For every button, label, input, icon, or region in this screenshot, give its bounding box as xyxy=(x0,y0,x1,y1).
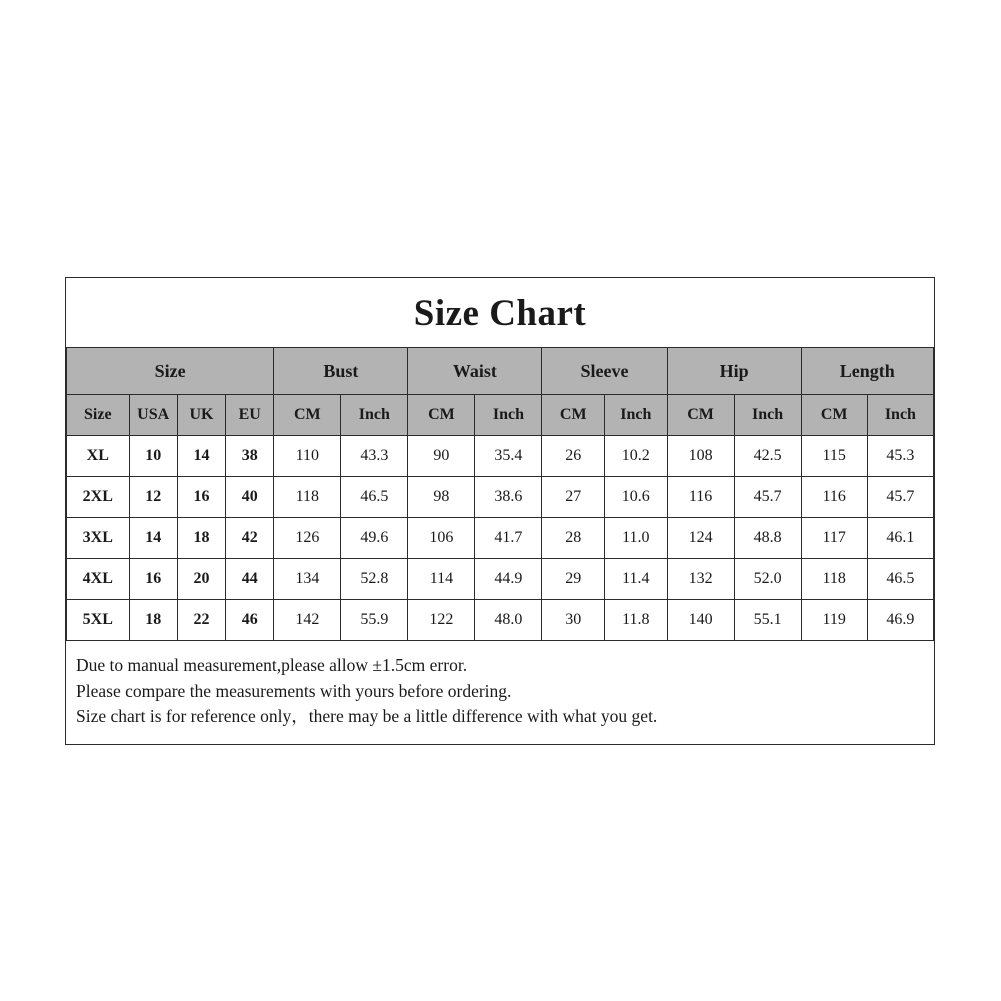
cell-sleeve-inch: 10.2 xyxy=(605,436,668,477)
cell-length-cm: 119 xyxy=(801,600,867,641)
cell-bust-cm: 126 xyxy=(274,518,341,559)
cell-hip-cm: 108 xyxy=(667,436,734,477)
cell-uk: 20 xyxy=(177,559,225,600)
cell-bust-cm: 110 xyxy=(274,436,341,477)
cell-eu: 46 xyxy=(226,600,274,641)
cell-eu: 40 xyxy=(226,477,274,518)
cell-waist-inch: 38.6 xyxy=(475,477,542,518)
table-row xyxy=(67,600,934,641)
cell-hip-cm: 132 xyxy=(667,559,734,600)
cell-waist-cm: 90 xyxy=(408,436,475,477)
cell-hip-inch: 45.7 xyxy=(734,477,801,518)
cell-length-inch: 46.9 xyxy=(867,600,933,641)
cell-uk: 14 xyxy=(177,436,225,477)
cell-usa: 14 xyxy=(129,518,177,559)
cell-sleeve-inch: 10.6 xyxy=(605,477,668,518)
cell-size: 3XL xyxy=(67,518,130,559)
cell-uk: 16 xyxy=(177,477,225,518)
cell-sleeve-inch: 11.0 xyxy=(605,518,668,559)
cell-uk: 22 xyxy=(177,600,225,641)
notes-section xyxy=(66,641,934,744)
cell-waist-inch: 41.7 xyxy=(475,518,542,559)
cell-length-inch: 46.1 xyxy=(867,518,933,559)
column-header-uk: UK xyxy=(177,395,225,436)
column-header-hip-cm: CM xyxy=(667,395,734,436)
cell-sleeve-inch: 11.4 xyxy=(605,559,668,600)
group-header-row xyxy=(67,348,934,395)
cell-usa: 12 xyxy=(129,477,177,518)
table-row xyxy=(67,518,934,559)
column-header-usa: USA xyxy=(129,395,177,436)
cell-waist-cm: 106 xyxy=(408,518,475,559)
column-header-waist-inch: Inch xyxy=(475,395,542,436)
column-header-row xyxy=(67,395,934,436)
cell-waist-cm: 98 xyxy=(408,477,475,518)
column-header-bust-cm: CM xyxy=(274,395,341,436)
size-chart-container xyxy=(65,277,935,745)
cell-hip-inch: 55.1 xyxy=(734,600,801,641)
cell-waist-inch: 48.0 xyxy=(475,600,542,641)
cell-sleeve-cm: 26 xyxy=(542,436,605,477)
cell-usa: 18 xyxy=(129,600,177,641)
column-header-hip-inch: Inch xyxy=(734,395,801,436)
size-chart-table xyxy=(66,347,934,641)
cell-hip-cm: 116 xyxy=(667,477,734,518)
column-header-sleeve-cm: CM xyxy=(542,395,605,436)
cell-bust-inch: 55.9 xyxy=(341,600,408,641)
column-header-eu: EU xyxy=(226,395,274,436)
group-header-waist: Waist xyxy=(408,348,542,395)
note-line-1: Due to manual measurement,please allow ±1.5cm error. xyxy=(76,655,468,675)
column-header-size: Size xyxy=(67,395,130,436)
note-line-3: Size chart is for reference only，there may be a little difference with what you get. xyxy=(76,706,658,727)
column-header-bust-inch: Inch xyxy=(341,395,408,436)
cell-waist-inch: 35.4 xyxy=(475,436,542,477)
cell-bust-cm: 118 xyxy=(274,477,341,518)
group-header-sleeve: Sleeve xyxy=(542,348,667,395)
cell-uk: 18 xyxy=(177,518,225,559)
cell-hip-inch: 42.5 xyxy=(734,436,801,477)
cell-bust-cm: 134 xyxy=(274,559,341,600)
cell-hip-cm: 124 xyxy=(667,518,734,559)
cell-sleeve-cm: 27 xyxy=(542,477,605,518)
column-header-waist-cm: CM xyxy=(408,395,475,436)
cell-size: 2XL xyxy=(67,477,130,518)
cell-hip-inch: 48.8 xyxy=(734,518,801,559)
cell-sleeve-inch: 11.8 xyxy=(605,600,668,641)
cell-length-inch: 45.3 xyxy=(867,436,933,477)
cell-bust-cm: 142 xyxy=(274,600,341,641)
cell-length-cm: 116 xyxy=(801,477,867,518)
cell-sleeve-cm: 30 xyxy=(542,600,605,641)
column-header-sleeve-inch: Inch xyxy=(605,395,668,436)
cell-waist-inch: 44.9 xyxy=(475,559,542,600)
cell-waist-cm: 114 xyxy=(408,559,475,600)
cell-usa: 16 xyxy=(129,559,177,600)
cell-length-inch: 45.7 xyxy=(867,477,933,518)
column-header-length-cm: CM xyxy=(801,395,867,436)
cell-usa: 10 xyxy=(129,436,177,477)
cell-bust-inch: 43.3 xyxy=(341,436,408,477)
cell-size: 4XL xyxy=(67,559,130,600)
cell-sleeve-cm: 29 xyxy=(542,559,605,600)
cell-length-inch: 46.5 xyxy=(867,559,933,600)
group-header-size: Size xyxy=(67,348,274,395)
cell-eu: 42 xyxy=(226,518,274,559)
group-header-bust: Bust xyxy=(274,348,408,395)
cell-bust-inch: 49.6 xyxy=(341,518,408,559)
cell-waist-cm: 122 xyxy=(408,600,475,641)
cell-sleeve-cm: 28 xyxy=(542,518,605,559)
cell-hip-cm: 140 xyxy=(667,600,734,641)
cell-size: XL xyxy=(67,436,130,477)
column-header-length-inch: Inch xyxy=(867,395,933,436)
cell-length-cm: 115 xyxy=(801,436,867,477)
table-row xyxy=(67,559,934,600)
cell-length-cm: 118 xyxy=(801,559,867,600)
group-header-hip: Hip xyxy=(667,348,801,395)
cell-length-cm: 117 xyxy=(801,518,867,559)
cell-bust-inch: 52.8 xyxy=(341,559,408,600)
cell-eu: 44 xyxy=(226,559,274,600)
cell-bust-inch: 46.5 xyxy=(341,477,408,518)
note-line-2: Please compare the measurements with yours before ordering. xyxy=(76,680,512,701)
cell-size: 5XL xyxy=(67,600,130,641)
table-row xyxy=(67,436,934,477)
page-title: Size Chart xyxy=(413,293,587,334)
table-row xyxy=(67,477,934,518)
group-header-length: Length xyxy=(801,348,933,395)
cell-hip-inch: 52.0 xyxy=(734,559,801,600)
cell-eu: 38 xyxy=(226,436,274,477)
